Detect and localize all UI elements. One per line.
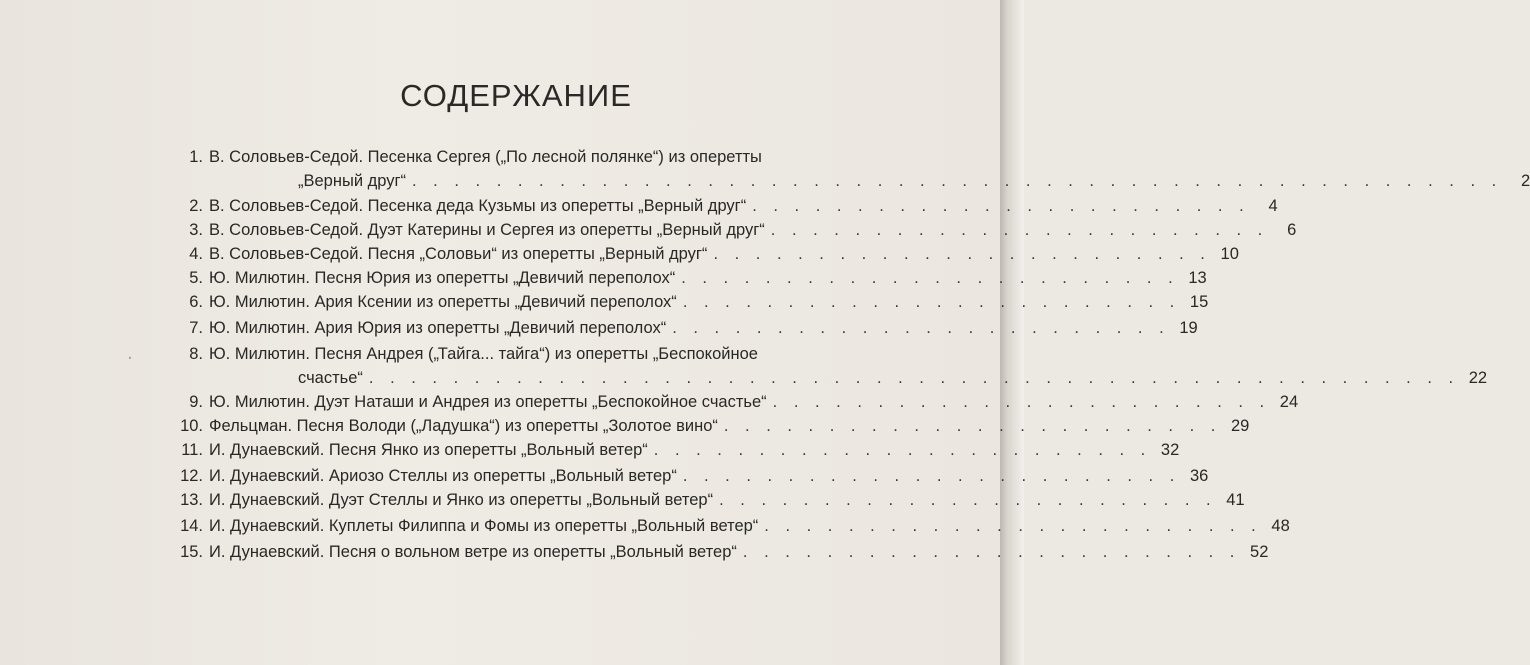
toc-entry-13: [170, 488, 1245, 512]
toc-entry-8: [170, 342, 1488, 390]
entry-page-number: 52: [1250, 543, 1269, 561]
entry-number: 9.: [189, 393, 203, 411]
entry-title: В. Соловьев-Седой. Дуэт Катерины и Сергея из оперетты „Верный друг“: [209, 221, 765, 239]
entry-number: 10.: [180, 417, 203, 435]
entry-number: 5.: [189, 269, 203, 287]
entry-title: И. Дунаевский. Песня Янко из оперетты „Вольный ветер“: [209, 441, 648, 459]
entry-page-number: 24: [1279, 393, 1299, 411]
entry-title: В. Соловьев-Седой. Песенка Сергея („По лесной полянке“) из оперетты: [209, 148, 762, 166]
entry-title: Ю. Милютин. Песня Андрея („Тайга... тайга“) из оперетты „Беспокойное: [209, 345, 758, 363]
entry-page-number: 6: [1287, 221, 1297, 239]
entry-number: 11.: [181, 441, 203, 459]
dot-leader: . . . . . . . . . . . . . . . . . . . . . . . .: [681, 269, 1179, 287]
toc-entry-6: [170, 290, 1209, 314]
entry-title: Фельцман. Песня Володи („Ладушка“) из оперетты „Золотое вино“: [209, 417, 718, 435]
dot-leader: . . . . . . . . . . . . . . . . . . . . . . . .: [713, 245, 1211, 263]
entry-number: 1.: [189, 148, 203, 166]
entry-page-number: 32: [1160, 441, 1180, 459]
entry-title-continued: счастье“: [298, 369, 363, 387]
toc-entry-3: [170, 218, 1297, 242]
entry-number: 8.: [189, 345, 203, 363]
dot-leader: . . . . . . . . . . . . . . . . . . . . . . . .: [770, 221, 1269, 239]
entry-page-number: 4: [1268, 197, 1278, 215]
entry-number: 13.: [180, 491, 203, 509]
entry-title-continued: „Верный друг“: [298, 172, 407, 190]
entry-title: Ю. Милютин. Ария Юрия из оперетты „Девичий переполох“: [209, 319, 667, 337]
toc-entry-2: [170, 194, 1278, 218]
entry-title: Ю. Милютин. Песня Юрия из оперетты „Девичий переполох“: [209, 269, 676, 287]
paper-mark: ʹ: [129, 356, 131, 367]
entry-page-number: 13: [1188, 269, 1207, 287]
toc-entry-12: [170, 464, 1209, 488]
entry-title: И. Дунаевский. Дуэт Стеллы и Янко из оперетты „Вольный ветер“: [209, 491, 714, 509]
toc-entry-1: [170, 145, 1530, 193]
dot-leader: . . . . . . . . . . . . . . . . . . . . . . . .: [719, 491, 1217, 509]
entry-title: Ю. Милютин. Дуэт Наташи и Андрея из оперетты „Беспокойное счастье“: [209, 393, 767, 411]
entry-number: 3.: [189, 221, 203, 239]
dot-leader: . . . . . . . . . . . . . . . . . . . . . . . .: [682, 293, 1181, 311]
entry-number: 15.: [180, 543, 203, 561]
dot-leader: . . . . . . . . . . . . . . . . . . . . . . . .: [764, 517, 1262, 535]
entry-title: Ю. Милютин. Ария Ксении из оперетты „Девичий переполох“: [209, 293, 677, 311]
entry-page-number: 22: [1468, 369, 1488, 387]
entry-page-number: 48: [1271, 517, 1290, 535]
toc-entry-14: [170, 514, 1290, 538]
toc-entry-10: [170, 414, 1250, 438]
dot-leader: . . . . . . . . . . . . . . . . . . . . . . . .: [723, 417, 1222, 435]
toc-entry-4: [170, 242, 1239, 266]
entry-page-number: 41: [1226, 491, 1245, 509]
dot-leader: . . . . . . . . . . . . . . . . . . . . . . . . . . . . . . . . . . . . . . . . . . . . . . . . . . . .: [412, 172, 1503, 190]
entry-number: 2.: [189, 197, 203, 215]
page-title: СОДЕРЖАНИЕ: [400, 78, 632, 113]
toc-entry-11: [170, 438, 1180, 462]
entry-title: И. Дунаевский. Куплеты Филиппа и Фомы из оперетты „Вольный ветер“: [209, 517, 759, 535]
entry-page-number: 29: [1230, 417, 1250, 435]
entry-page-number: 36: [1189, 467, 1209, 485]
dot-leader: . . . . . . . . . . . . . . . . . . . . . . . . . . . . . . . . . . . . . . . . . . . . . . . . . . . .: [368, 369, 1460, 387]
toc-entry-5: [170, 266, 1207, 290]
toc-entry-15: [170, 540, 1269, 564]
dot-leader: . . . . . . . . . . . . . . . . . . . . . . . .: [742, 543, 1241, 561]
dot-leader: . . . . . . . . . . . . . . . . . . . . . . . .: [653, 441, 1152, 459]
entry-page-number: 19: [1179, 319, 1198, 337]
entry-title: И. Дунаевский. Песня о вольном ветре из оперетты „Вольный ветер“: [209, 543, 737, 561]
dot-leader: . . . . . . . . . . . . . . . . . . . . . . . .: [672, 319, 1170, 337]
entry-number: 7.: [189, 319, 203, 337]
entry-number: 14.: [180, 517, 203, 535]
dot-leader: . . . . . . . . . . . . . . . . . . . . . . . .: [682, 467, 1181, 485]
entry-page-number: 10: [1220, 245, 1239, 263]
entry-page-number: 2: [1521, 172, 1530, 190]
entry-number: 4.: [189, 245, 203, 263]
entry-title: В. Соловьев-Седой. Песенка деда Кузьмы из оперетты „Верный друг“: [209, 197, 747, 215]
entry-page-number: 15: [1189, 293, 1209, 311]
dot-leader: . . . . . . . . . . . . . . . . . . . . . . . .: [772, 393, 1271, 411]
entry-title: И. Дунаевский. Ариозо Стеллы из оперетты „Вольный ветер“: [209, 467, 677, 485]
toc-entry-7: [170, 316, 1198, 340]
dot-leader: . . . . . . . . . . . . . . . . . . . . . . . .: [752, 197, 1250, 215]
toc-entry-9: [170, 390, 1299, 414]
entry-number: 12.: [180, 467, 203, 485]
entry-title: В. Соловьев-Седой. Песня „Соловьи“ из оперетты „Верный друг“: [209, 245, 708, 263]
entry-number: 6.: [189, 293, 203, 311]
